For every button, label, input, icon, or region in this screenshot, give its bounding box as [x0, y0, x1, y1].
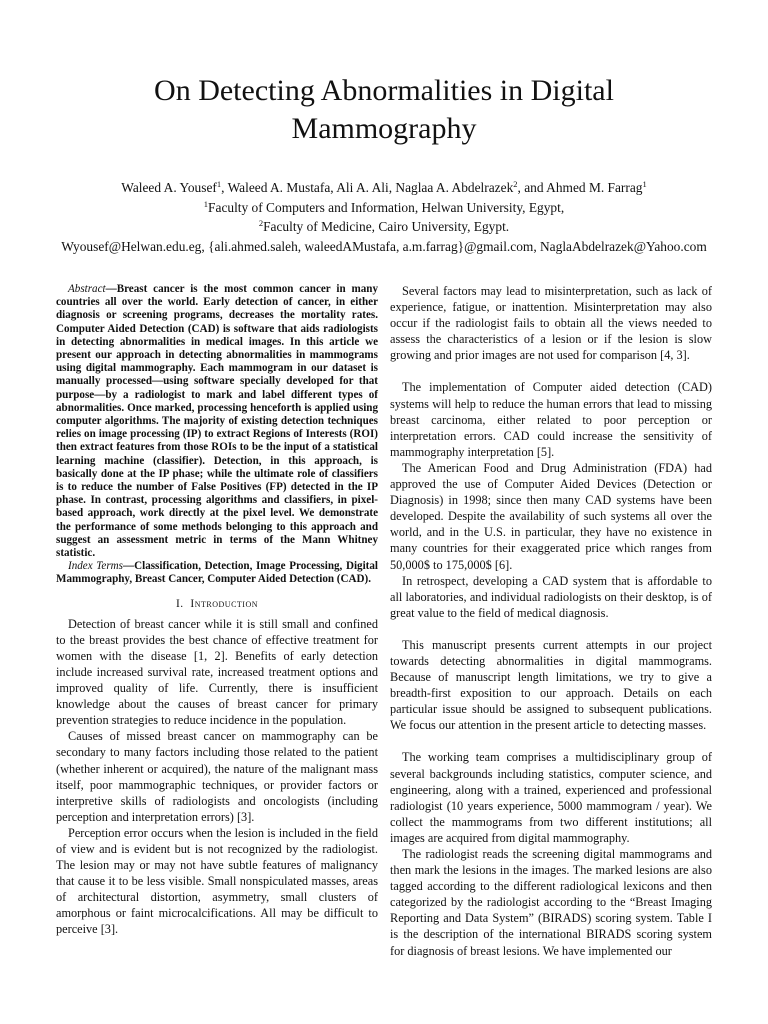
author-name: Waleed A. Mustafa: [227, 180, 331, 195]
paragraph: Detection of breast cancer while it is still small and confined to the breast provides the best chance of effective treatment for women with the disease [1, 2]. Benefits of early detection include increased survival rate, increased treatment options and improved quality of life. Currently, there is insufficient knowledge about the causes of breast cancer for primary prevention strategies to reduce incidence in the population.: [56, 616, 378, 728]
abstract: [56, 283, 378, 560]
paragraph: Causes of missed breast cancer on mammography can be secondary to many factors including those related to the patient (whether inherent or acquired), the nature of the malignant mass itself, poor mammographic techniques, or provider factors or interpretive skills of radiologists and oncologists (including perception and interpretation errors) [3].: [56, 729, 378, 824]
paragraph: The radiologist reads the screening digital mammograms and then mark the lesions in the images. The marked lesions are also tagged according to the different radiological lexicons and then categorized by the radiologist according to the “Breast Imaging Reporting and Data System” (BIRADS) scoring system. Table I is the description of the international BIRADS scoring system for diagnosis of breast lesions. We have implemented our: [390, 847, 712, 958]
left-column: [56, 283, 378, 938]
author-name: Ahmed M. Farrag: [546, 180, 643, 195]
paragraph: In retrospect, developing a CAD system that is affordable to all laboratories, and individual radiologists on their desktop, is of great value to the field of medical diagnosis.: [390, 573, 712, 620]
author-block: [40, 178, 728, 256]
right-column: [390, 283, 712, 959]
author-name: Naglaa A. Abdelrazek: [395, 180, 514, 195]
abstract-text: —Breast cancer is the most common cancer in many countries all over the world. Early detection of cancer, in either diagnosis or screening programs, decreases the mortality rates. Computer Aided Detection (CAD) is software that aids radiologists in detecting abnormalities in medical images. In this article we present our approach in detecting abnormalities in mammograms using digital mammography. Each mammogram in our dataset is manually processed—using software specially developed for that purpose—by a radiologist to mark and label different types of abnormalities. Once marked, processing henceforth is applied using computer algorithms. The majority of existing detection techniques relies on image processing (IP) to extract Regions of Interests (ROI) then extract features from those ROIs to be the input of a statistical learning machine (classifier). Detection, in this approach, is basically done at the IP phase; while the ultimate role of classifiers is to reduce the number of False Positives (FP) detected in the IP phase. In contrast, processing algorithms and classifiers, in pixel-based approach, work directly at the pixel level. We demonstrate the performance of some methods belonging to this approach and suggest an assessment metric in terms of the Mann Whitney statistic.: [56, 283, 378, 560]
author-emails: Wyousef@Helwan.edu.eg, {ali.ahmed.saleh, waleedAMustafa, a.m.farrag}@gmail.com, NaglaAbdelrazek@Yahoo.com: [61, 238, 707, 254]
affiliation-marker: 1: [642, 179, 647, 189]
index-terms-text: —Classification, Detection, Image Processing, Digital Mammography, Breast Cancer, Computer Aided Detection (CAD).: [56, 560, 378, 586]
paragraph: The working team comprises a multidisciplinary group of several backgrounds including statistics, computer science, and engineering, along with a trained, experienced and professional radiologist (10 years experience, 5000 mammogram / year). We collect the mammograms from two different institutions; all images are acquired from digital mammography.: [390, 750, 712, 845]
paragraph: The American Food and Drug Administration (FDA) had approved the use of Computer Aided Devices (Detection or Diagnosis) in 1998; since then many CAD systems have been developed. Despite the availability of such systems all over the world, and in the U.S. in particular, they have no existence in many countries for their exaggerated price which ranges from 50,000$ to 175,000$ [6].: [390, 460, 712, 572]
author-line: Waleed A. Yousef$^1$, Waleed A. Mustafa, Ali A. Ali, Naglaa A. Abdelrazek$^2$, and Ahmed M. Farrag$^1$: [121, 179, 647, 195]
author-name: Waleed A. Yousef: [121, 180, 217, 195]
index-terms: [56, 560, 378, 586]
author-name: Ali A. Ali: [336, 180, 389, 195]
affiliation-1: $^1$Faculty of Computers and Information, Helwan University, Egypt,: [203, 198, 565, 215]
paragraph: Perception error occurs when the lesion is included in the field of view and is evident but is not recognized by the radiologist. The lesion may or may not have subtle features of malignancy that cause it to be less visible. Small nonspiculated masses, areas of architectural distortion, asymmetry, small clusters of amorphous or faint microcalcifications. All may be difficult to perceive [3].: [56, 825, 378, 937]
index-terms-label: Index Terms: [68, 560, 123, 573]
paragraph: This manuscript presents current attempts in our project towards detecting abnormalities in digital mammograms. Because of manuscript length limitations, we try to give a breadth-first exposition to our approach. Details on each particular issue should be assigned to subsequent publications. We focus our attention in the present article to detecting masses.: [390, 637, 712, 733]
abstract-label: Abstract: [68, 283, 106, 295]
paragraph: Several factors may lead to misinterpretation, such as lack of experience, fatigue, or inattention. Misinterpretation may also occur if the radiologist fails to obtain all the views needed to assess the characteristics of a lesion or if the lesion is slow growing and prior images are not used for comparison [4, 3].: [390, 284, 712, 363]
section-heading-introduction: I. Introduction: [175, 597, 259, 610]
paper-title: On Detecting Abnormalities in Digital Mammography: [154, 74, 614, 145]
affiliation-2: $^2$Faculty of Medicine, Cairo University, Egypt.: [258, 218, 510, 234]
paragraph: The implementation of Computer aided detection (CAD) systems will help to reduce the human errors that lead to missing breast carcinoma, either related to poor perception or interpretation errors. CAD could increase the sensitivity of mammography interpretation [5].: [390, 380, 712, 459]
affiliation-marker: 2: [513, 179, 518, 189]
affiliation-marker: 1: [216, 179, 222, 189]
